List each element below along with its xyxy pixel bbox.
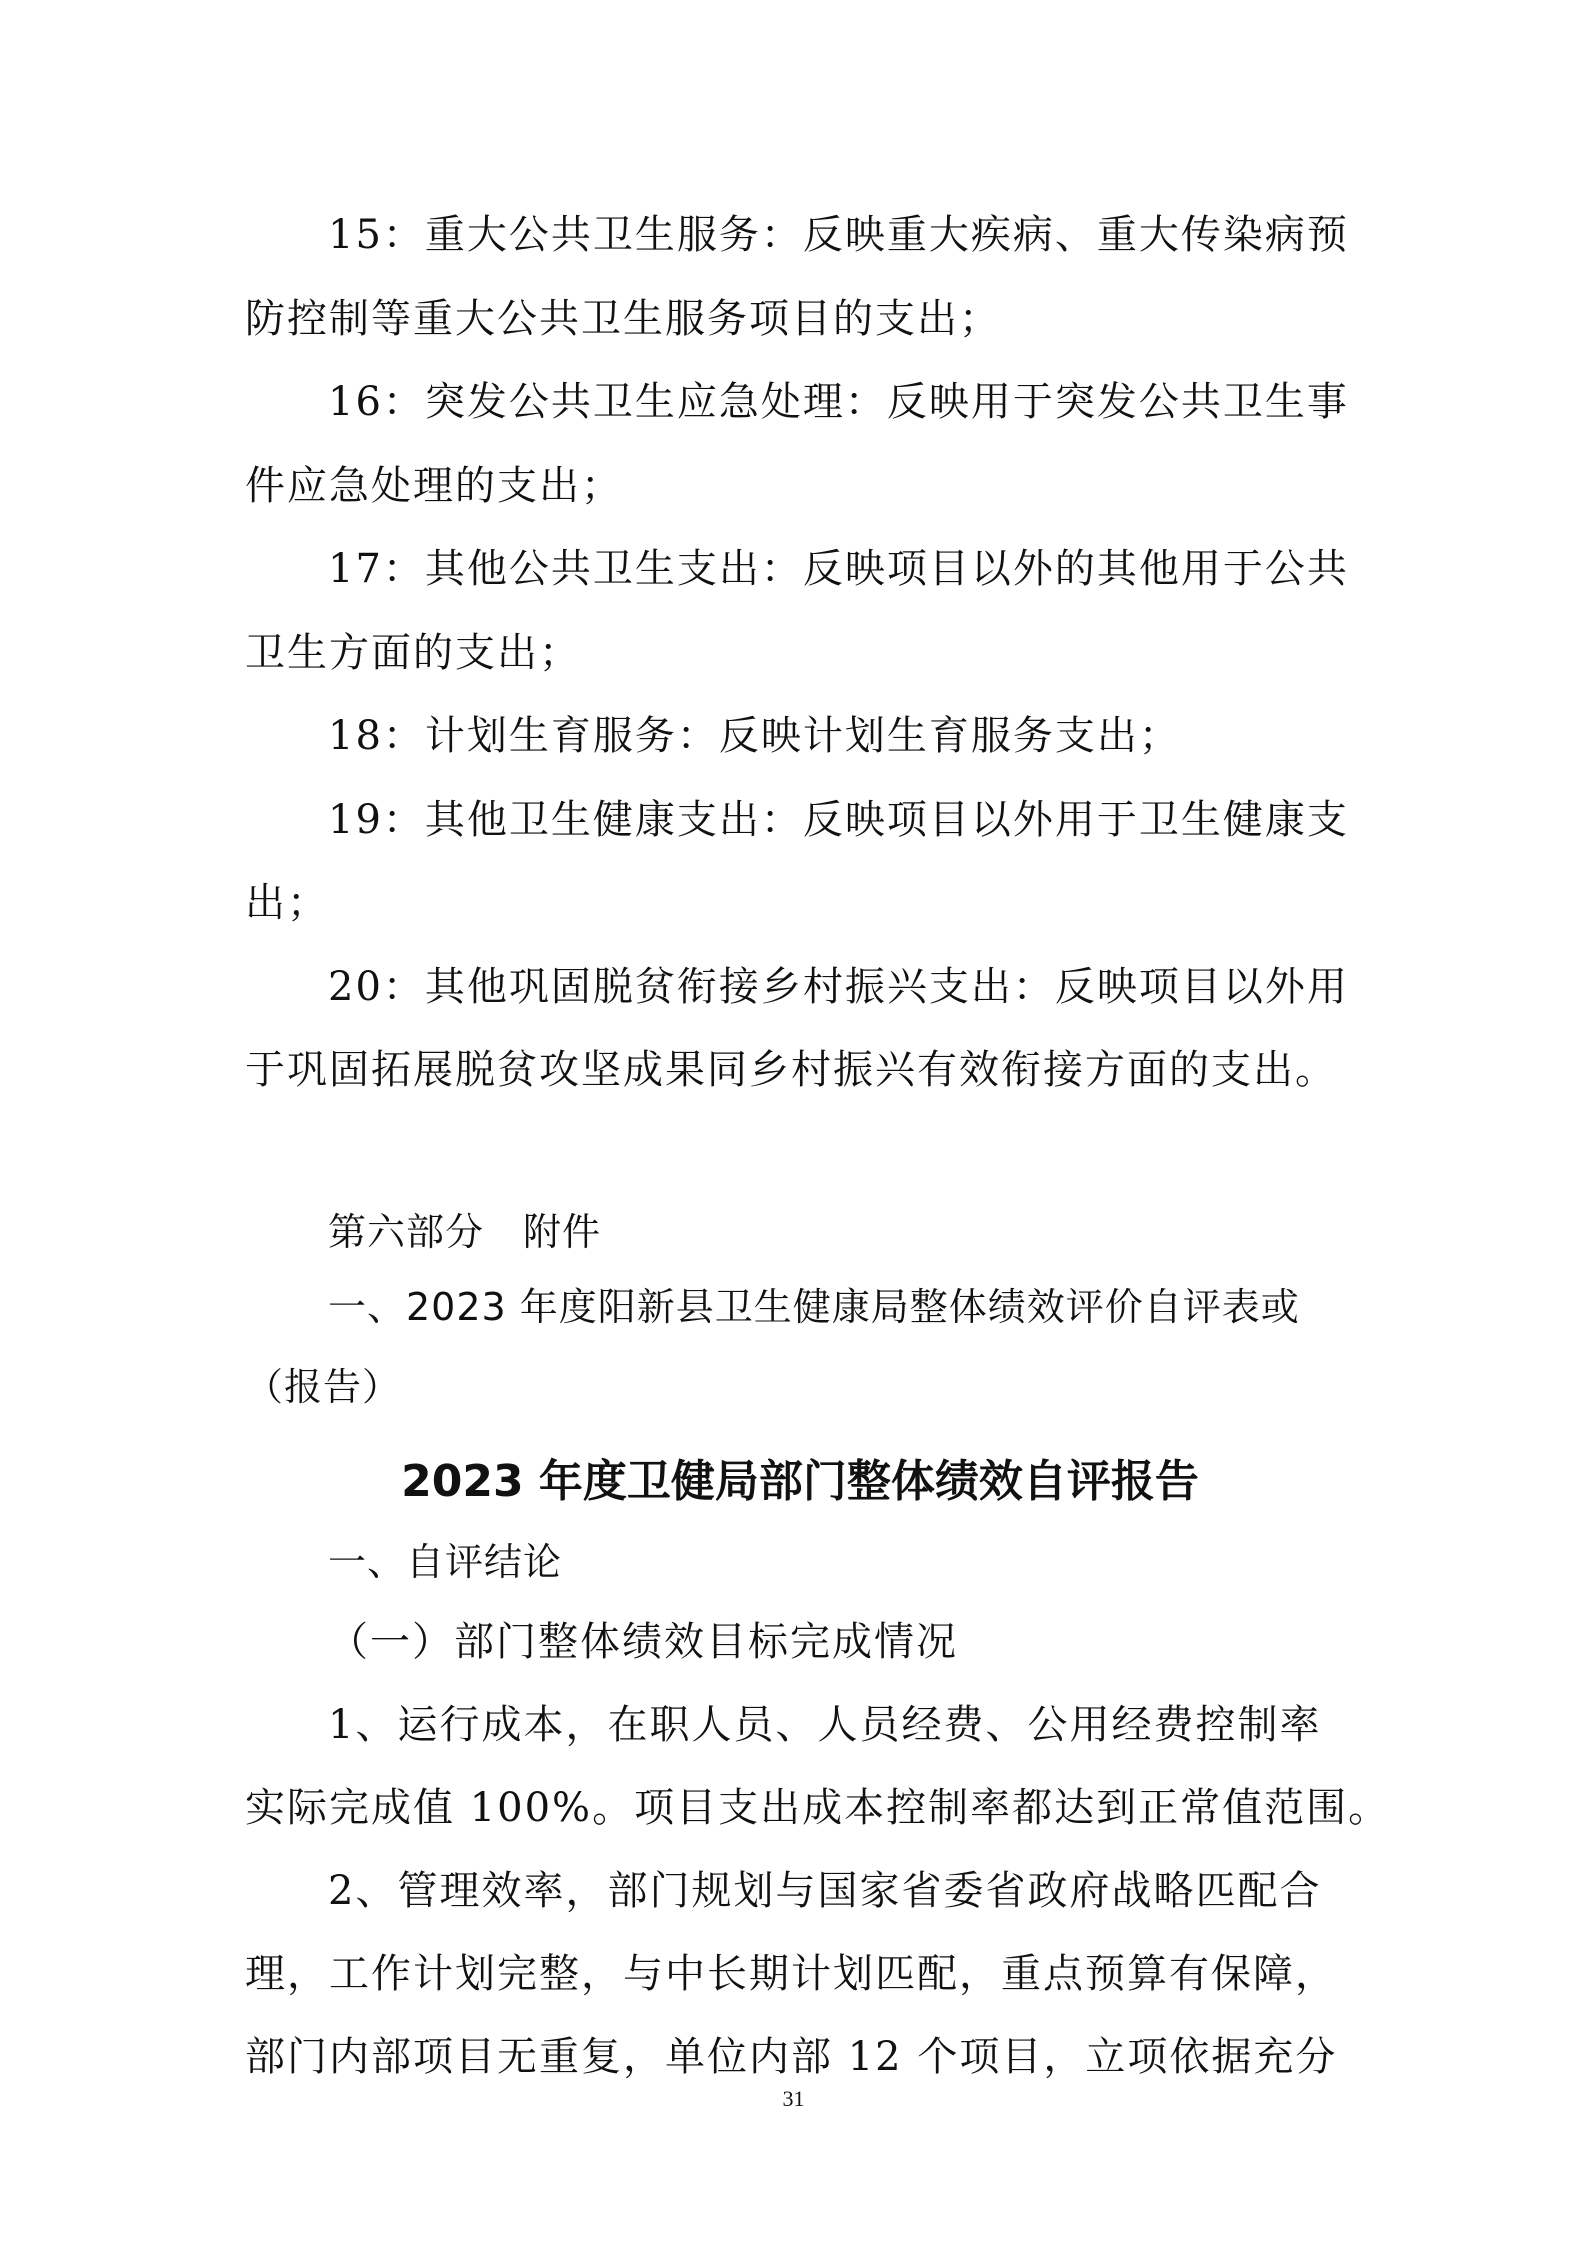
paragraph-16-line-1: 16：突发公共卫生应急处理：反映用于突发公共卫生事 bbox=[328, 379, 1349, 425]
paragraph-20-line-1: 20：其他巩固脱贫衔接乡村振兴支出：反映项目以外用 bbox=[328, 964, 1349, 1010]
appendix-item-1-line-2: （报告） bbox=[245, 1365, 402, 1409]
paragraph-17-line-2: 卫生方面的支出； bbox=[245, 630, 581, 676]
paragraph-17-line-1: 17：其他公共卫生支出：反映项目以外的其他用于公共 bbox=[328, 546, 1349, 592]
paragraph-1-line-2: 实际完成值 100%。项目支出成本控制率都达到正常值范围。 bbox=[245, 1785, 1391, 1831]
paragraph-16-line-2: 件应急处理的支出； bbox=[245, 463, 623, 509]
page-number: 31 bbox=[782, 2086, 805, 2111]
subsection-heading-1: （一）部门整体绩效目标完成情况 bbox=[328, 1619, 958, 1665]
paragraph-19-line-2: 出； bbox=[245, 880, 329, 926]
paragraph-18: 18：计划生育服务：反映计划生育服务支出； bbox=[328, 713, 1181, 759]
paragraph-19-line-1: 19：其他卫生健康支出：反映项目以外用于卫生健康支 bbox=[328, 797, 1349, 843]
report-title: 2023 年度卫健局部门整体绩效自评报告 bbox=[401, 1456, 1199, 1507]
part-heading: 第六部分 附件 bbox=[328, 1210, 602, 1254]
paragraph-2-line-2: 理，工作计划完整，与中长期计划匹配，重点预算有保障， bbox=[245, 1951, 1337, 1997]
appendix-item-1-line-1: 一、2023 年度阳新县卫生健康局整体绩效评价自评表或 bbox=[328, 1285, 1300, 1329]
paragraph-15-line-1: 15：重大公共卫生服务：反映重大疾病、重大传染病预 bbox=[328, 212, 1349, 258]
section-heading-1: 一、自评结论 bbox=[328, 1540, 563, 1584]
paragraph-20-line-2: 于巩固拓展脱贫攻坚成果同乡村振兴有效衔接方面的支出。 bbox=[245, 1047, 1337, 1093]
paragraph-2-line-3: 部门内部项目无重复，单位内部 12 个项目，立项依据充分 bbox=[245, 2034, 1338, 2080]
paragraph-2-line-1: 2、管理效率，部门规划与国家省委省政府战略匹配合 bbox=[328, 1868, 1322, 1914]
paragraph-15-line-2: 防控制等重大公共卫生服务项目的支出； bbox=[245, 296, 1001, 342]
paragraph-1-line-1: 1、运行成本，在职人员、人员经费、公用经费控制率 bbox=[328, 1702, 1322, 1748]
